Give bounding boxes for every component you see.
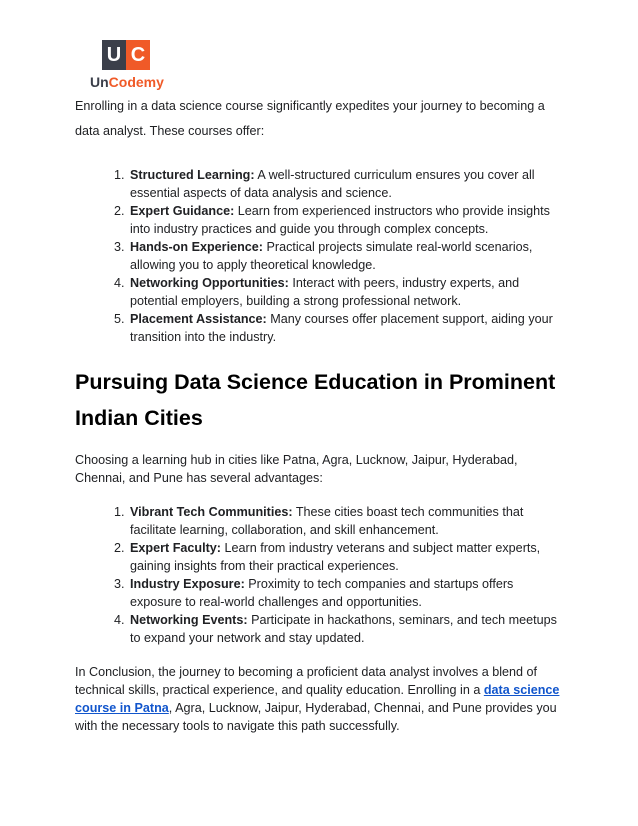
list-item-title: Hands-on Experience:	[130, 240, 263, 254]
list-item-text: Practical projects simulate real-world scenarios, allowing you to apply theoretical knowledge.	[130, 240, 533, 272]
list-item	[128, 503, 565, 539]
logo-mark-u: U	[102, 40, 126, 70]
list-item	[128, 166, 565, 202]
list-item	[128, 202, 565, 238]
list-item-text: Interact with peers, industry experts, and potential employers, building a strong professional network.	[130, 276, 520, 308]
course-benefits-list	[75, 166, 565, 346]
conclusion-text-start: In Conclusion, the journey to becoming a proficient data analyst involves a blend of technical skills, practical experience, and quality education. Enrolling in a	[75, 665, 538, 697]
list-item-text: A well-structured curriculum ensures you cover all essential aspects of data analysis and science.	[130, 168, 535, 200]
section-heading: Pursuing Data Science Education in Prominent Indian Cities	[75, 370, 556, 430]
list-item-text: Proximity to tech companies and startups offers exposure to real-world challenges and opportunities.	[130, 577, 514, 609]
list-item	[128, 310, 565, 346]
city-advantages-list	[75, 503, 565, 647]
list-item-text: Many courses offer placement support, aiding your transition into the industry.	[130, 312, 553, 344]
list-item	[128, 238, 565, 274]
list-item	[128, 539, 565, 575]
intro-paragraph: Enrolling in a data science course significantly expedites your journey to becoming a data analyst. These courses offer:	[75, 99, 545, 138]
uncodemy-logo	[90, 40, 170, 92]
list-item-title: Industry Exposure:	[130, 577, 245, 591]
list-item-title: Vibrant Tech Communities:	[130, 505, 293, 519]
document-body	[75, 94, 565, 735]
logo-mark-c: C	[126, 40, 150, 70]
list-item-text: Participate in hackathons, seminars, and tech meetups to expand your network and stay updated.	[130, 613, 557, 645]
logo-wordmark	[90, 74, 164, 90]
conclusion-paragraph	[75, 663, 565, 735]
list-item-title: Placement Assistance:	[130, 312, 267, 326]
logo-wordmark-un: Un	[90, 74, 109, 90]
list-item-title: Networking Events:	[130, 613, 248, 627]
list-item	[128, 611, 565, 647]
list-item	[128, 575, 565, 611]
logo-wordmark-codemy: Codemy	[108, 74, 164, 90]
list-item-title: Networking Opportunities:	[130, 276, 289, 290]
list-item-text: Learn from industry veterans and subject matter experts, gaining insights from their practical experiences.	[130, 541, 541, 573]
logo-mark	[102, 40, 150, 70]
list-item-text: These cities boast tech communities that facilitate learning, collaboration, and skill enhancement.	[130, 505, 524, 537]
list-item-title: Structured Learning:	[130, 168, 255, 182]
list-item-title: Expert Guidance:	[130, 204, 235, 218]
list-item-text: Learn from experienced instructors who provide insights into industry practices and guide you through complex concepts.	[130, 204, 550, 236]
conclusion-text-end: , Agra, Lucknow, Jaipur, Hyderabad, Chennai, and Pune provides you with the necessary tools to navigate this path successfully.	[75, 701, 557, 733]
list-item	[128, 274, 565, 310]
section-intro-paragraph: Choosing a learning hub in cities like Patna, Agra, Lucknow, Jaipur, Hyderabad, Chennai, and Pune has several advantages:	[75, 453, 518, 485]
list-item-title: Expert Faculty:	[130, 541, 221, 555]
data-science-course-patna-link[interactable]: data science course in Patna	[75, 683, 560, 715]
